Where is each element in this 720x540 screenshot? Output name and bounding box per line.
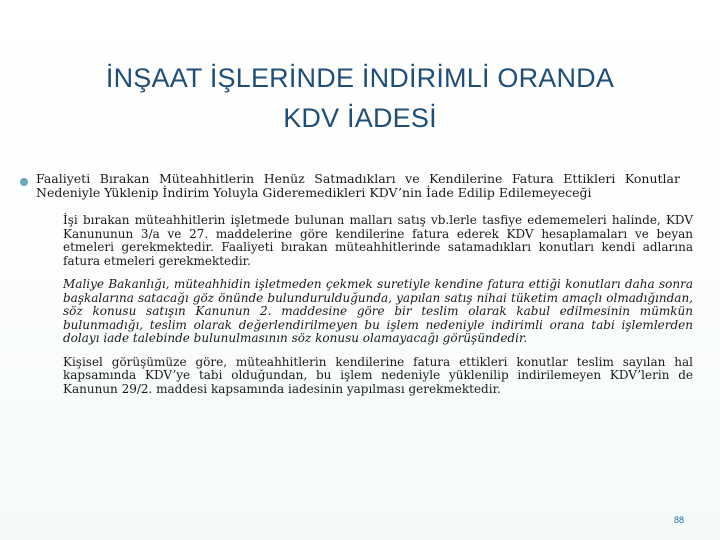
slide-content	[20, 171, 693, 396]
slide-title	[40, 58, 680, 138]
title-line-1: İNŞAAT İŞLERİNDE İNDİRİMLİ ORANDA	[105, 63, 615, 93]
page-number: 88	[673, 515, 684, 525]
paragraph-1: İşi bırakan müteahhitlerin işletmede bulunan malları satış vb.lerle tasfiye edememeleri halinde, KDV Kanununun 3/a ve 27. maddelerine göre kendilerine fatura ederek KDV hesaplamaları ve beyan etmeleri gerekmektedir. Faaliyeti bırakan müteahhitlerinde satamadıkları konutları kendi adlarına fatura etmeleri gerekmektedir.	[63, 213, 693, 268]
title-line-2: KDV İADESİ	[283, 103, 437, 133]
paragraph-3: Kişisel görüşümüze göre, müteahhitlerin kendilerine fatura ettikleri konutlar teslim sayılan hal kapsamında KDV’ye tabi olduğundan, bu işlem nedeniyle yüklenilip indirilemeyen KDV’lerin de Kanunun 29/2. maddesi kapsamında iadesinin yapılması gerekmektedir.	[63, 354, 693, 396]
bullet-item	[20, 172, 680, 200]
bullet-heading: Faaliyeti Bırakan Müteahhitlerin Henüz Satmadıkları ve Kendilerine Fatura Ettikleri Konutlar Nedeniyle Yüklenip İndirim Yoluyla Gideremedikleri KDV’nin İade Edilip Edilemeyeceği	[36, 171, 680, 200]
paragraph-2: Maliye Bakanlığı, müteahhidin işletmeden çekmek suretiyle kendine fatura ettiği konutları daha sonra başkalarına satacağı göz önünde bulundurulduğunda, yapılan satış nihai tüketim amaçlı olmadığından, söz konusu satışın Kanunun 2. maddesine göre bir teslim olarak kabul edilmesinin mümkün bulunmadığı, teslim olarak değerlendirilmeyen bu işlem nedeniyle indirimli orana tabi işlemlerden dolayı iade talebinde bulunulmasının söz konusu olamayacağı görüşündedir.	[63, 277, 693, 345]
bullet-dot-icon	[20, 178, 28, 186]
